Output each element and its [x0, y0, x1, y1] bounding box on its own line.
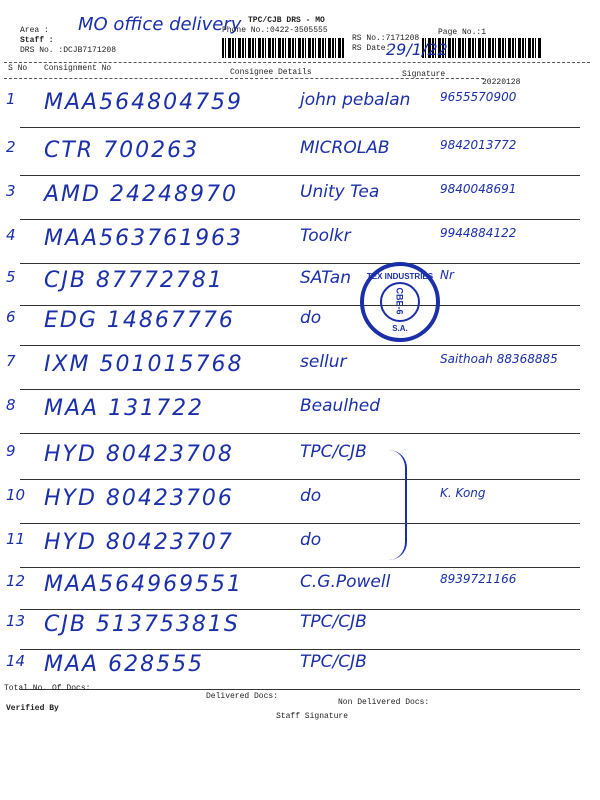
table-row — [0, 308, 600, 348]
row-sno: 7 — [6, 352, 16, 370]
company-title: TPC/CJB DRS - MO — [248, 16, 325, 25]
row-consignment: MAA564804759 — [44, 90, 244, 115]
table-row — [0, 530, 600, 570]
row-sno: 1 — [6, 90, 16, 108]
row-consignment: HYD 80423706 — [44, 486, 234, 511]
column-consignee: Consignee Details — [230, 68, 312, 77]
barcode-left — [222, 38, 344, 58]
row-sno: 2 — [6, 138, 16, 156]
staff-signature-label: Staff Signature — [276, 712, 349, 721]
table-row — [0, 442, 600, 482]
staff-label: Staff : — [20, 36, 54, 45]
row-consignment: CJB 51375381S — [44, 612, 240, 637]
column-signature: Signature — [402, 70, 446, 79]
row-sno: 11 — [6, 530, 26, 548]
row-consignee: sellur — [300, 352, 347, 372]
row-consignment: MAA 131722 — [44, 396, 205, 421]
row-sno: 10 — [6, 486, 26, 504]
row-signature: K. Kong — [440, 486, 486, 500]
row-signature: Nr — [440, 268, 454, 282]
row-consignment: CTR 700263 — [44, 138, 200, 163]
row-sno: 3 — [6, 182, 16, 200]
table-row — [0, 268, 600, 308]
table-row — [0, 352, 600, 392]
row-underline — [20, 175, 580, 176]
row-signature: 9944884122 — [440, 226, 517, 240]
stamp-ring-bottom: S.A. — [392, 324, 408, 333]
print-stamp: 20220128 — [482, 78, 521, 87]
columns-divider — [4, 78, 484, 79]
page-number: Page No.:1 — [438, 28, 487, 37]
row-signature: Saithoah 88368885 — [440, 352, 558, 366]
row-consignment: MAA 628555 — [44, 652, 205, 677]
row-consignee: SATan — [300, 268, 351, 288]
row-sno: 12 — [6, 572, 26, 590]
delivered-docs-label: Delivered Docs: — [206, 692, 279, 701]
row-underline — [20, 219, 580, 220]
row-consignee: TPC/CJB — [300, 652, 367, 672]
row-consignee: TPC/CJB — [300, 442, 367, 462]
row-consignee: Toolkr — [300, 226, 351, 246]
phone-number: Phone No.:0422-3505555 — [222, 26, 328, 35]
row-consignment: HYD 80423708 — [44, 442, 234, 467]
table-row — [0, 612, 600, 652]
company-stamp — [360, 262, 440, 342]
table-row — [0, 486, 600, 526]
stamp-ring-text: TEX INDUSTRIES — [366, 272, 434, 281]
drs-number: DRS No. :DCJB7171208 — [20, 46, 117, 55]
row-consignment: CJB 87772781 — [44, 268, 224, 293]
row-sno: 8 — [6, 396, 16, 414]
row-underline — [20, 609, 580, 610]
row-sno: 13 — [6, 612, 26, 630]
non-delivered-docs-label: Non Delivered Docs: — [338, 698, 430, 707]
row-underline — [20, 649, 580, 650]
row-underline — [20, 523, 580, 524]
row-consignment: IXM 501015768 — [44, 352, 244, 377]
table-row — [0, 90, 600, 130]
row-underline — [20, 305, 580, 306]
row-underline — [20, 345, 580, 346]
row-consignee: do — [300, 486, 322, 506]
row-consignment: AMD 24248970 — [44, 182, 238, 207]
handwritten-area: MO office delivery — [78, 14, 242, 35]
row-consignee: Unity Tea — [300, 182, 380, 202]
row-consignment: MAA563761963 — [44, 226, 244, 251]
row-underline — [20, 433, 580, 434]
row-consignment: EDG 14867776 — [44, 308, 235, 333]
row-sno: 14 — [6, 652, 26, 670]
rs-date-handwritten: 29/1/22 — [386, 40, 448, 59]
row-sno: 9 — [6, 442, 16, 460]
row-consignee: Beaulhed — [300, 396, 381, 416]
row-consignee: MICROLAB — [300, 138, 390, 158]
row-sno: 5 — [6, 268, 16, 286]
row-consignee: do — [300, 530, 322, 550]
total-docs-label: Total No. Of Docs: — [4, 684, 91, 693]
column-consignment: Consignment No — [44, 64, 112, 73]
row-underline — [20, 263, 580, 264]
row-underline — [20, 127, 580, 128]
row-underline — [20, 689, 580, 690]
table-row — [0, 572, 600, 612]
row-consignee: TPC/CJB — [300, 612, 367, 632]
row-sno: 6 — [6, 308, 16, 326]
column-sno: S No — [8, 64, 28, 73]
table-row — [0, 138, 600, 178]
row-consignee: C.G.Powell — [300, 572, 391, 592]
row-signature: 8939721166 — [440, 572, 517, 586]
verified-by-label: Verified By — [6, 704, 59, 713]
row-consignee: do — [300, 308, 322, 328]
row-sno: 4 — [6, 226, 16, 244]
row-signature: 9842013772 — [440, 138, 517, 152]
row-consignee: john pebalan — [300, 90, 411, 110]
table-row — [0, 182, 600, 222]
row-signature: 9840048691 — [440, 182, 517, 196]
rs-number: RS No.:7171208 — [352, 34, 420, 43]
header-divider — [4, 62, 590, 63]
row-underline — [20, 567, 580, 568]
rs-date-label: RS Date: — [352, 44, 391, 53]
row-consignment: MAA564969551 — [44, 572, 244, 597]
bracket-mark — [385, 450, 407, 560]
row-consignment: HYD 80423707 — [44, 530, 234, 555]
stamp-center: CBE-6 — [394, 287, 405, 315]
area-label: Area : — [20, 26, 49, 35]
table-row — [0, 396, 600, 436]
table-row — [0, 226, 600, 266]
row-underline — [20, 389, 580, 390]
row-signature: 9655570900 — [440, 90, 517, 104]
row-underline — [20, 479, 580, 480]
